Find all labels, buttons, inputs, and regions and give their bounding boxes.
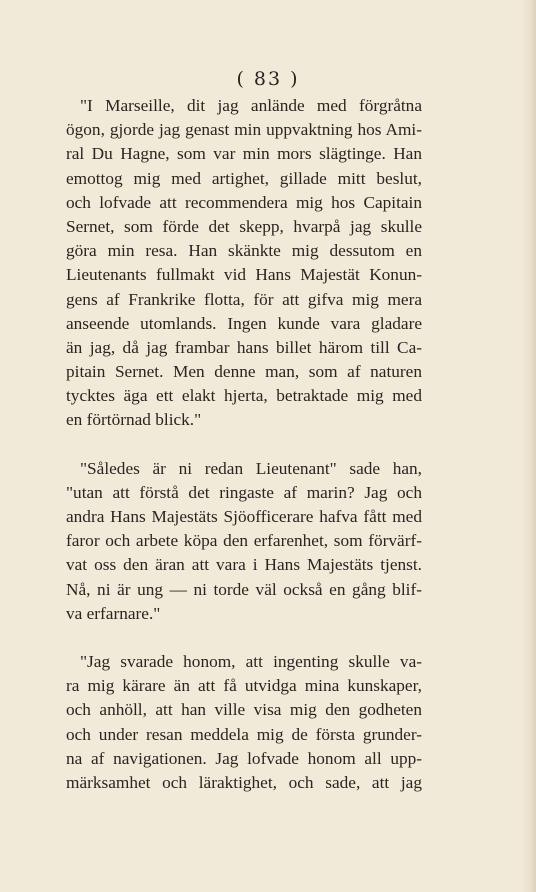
text-line: "I Marseille, dit jag anlände med förgråtna [80, 96, 422, 115]
text-line: och under resan meddela mig de första grunder- [66, 724, 422, 744]
text-line: anseende utomlands. Ingen kunde vara gladare [66, 313, 422, 333]
text-line: faror och arbete köpa den erfarenhet, som förvärf- [66, 531, 422, 551]
text-line: tycktes äga ett elakt hjerta, betraktade mig med [66, 386, 422, 406]
text-line: gens af Frankrike flotta, för att gifva mig mera [66, 289, 422, 309]
body-text [66, 94, 422, 795]
text-line: Sernet, som förde det skepp, hvarpå jag skulle [66, 216, 422, 236]
text-line: emottog mig med artighet, gillade mitt beslut, [66, 168, 422, 188]
text-line: och lofvade att recommendera mig hos Capitain [66, 192, 422, 212]
text-line: än jag, då jag frambar hans billet härom till Ca- [66, 337, 422, 357]
text-line: Nå, ni är ung — ni torde väl också en gång blif- [66, 579, 422, 599]
page-number: ( 83 ) [236, 68, 300, 90]
paragraph-2 [66, 457, 422, 626]
text-line: vat oss den äran att vara i Hans Majestäts tjenst. [66, 555, 422, 575]
text-line: andra Hans Majestäts Sjöofficerare hafva fått med [66, 507, 422, 526]
text-line: ra mig kärare än att få utvidga mina kunskaper, [66, 676, 422, 696]
text-line: Lieutenants fullmakt vid Hans Majestät Konun- [66, 265, 422, 285]
text-line: pitain Sernet. Men denne man, som af naturen [66, 362, 422, 382]
text-line: ral Du Hagne, som var min mors slägtinge. Han [66, 144, 422, 164]
text-line: na af navigationen. Jag lofvade honom all upp- [66, 748, 422, 768]
text-line: va erfarnare." [66, 603, 161, 623]
text-line: ögon, gjorde jag genast min uppvaktning hos Ami- [66, 120, 422, 140]
text-line: "Således är ni redan Lieutenant" sade han, [80, 458, 422, 478]
text-line: märksamhet och läraktighet, och sade, att jag [66, 772, 422, 792]
paragraph-3 [66, 650, 422, 795]
text-line: "Jag svarade honom, att ingenting skulle va- [80, 651, 422, 671]
page-edge [522, 0, 536, 892]
text-line: och anhöll, att han ville visa mig den godheten [66, 700, 422, 720]
paragraph-1 [66, 94, 422, 433]
text-line: göra min resa. Han skänkte mig dessutom en [66, 241, 422, 261]
text-line: en förtörnad blick." [66, 410, 202, 430]
text-line: "utan att förstå det ringaste af marin? Jag och [66, 482, 422, 502]
